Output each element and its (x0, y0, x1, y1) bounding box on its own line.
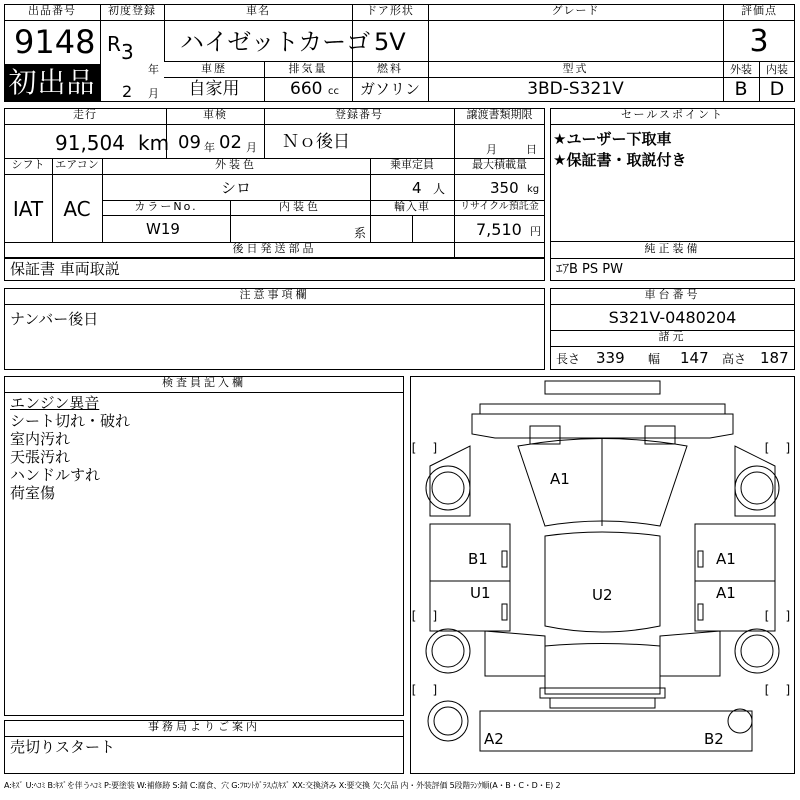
mileage-value: 91,504 (55, 131, 125, 155)
first-reg-label: 初度登録 (100, 4, 164, 21)
interior-grade: D (769, 78, 785, 100)
mark-floor: U2 (592, 586, 613, 604)
fuel-label: 燃料 (377, 62, 403, 75)
fuel-value: ガソリン (359, 80, 420, 98)
equipment-label: 純正装備 (550, 242, 795, 259)
model-code-value: 3BD-S321V (527, 79, 624, 99)
model-code-label: 型式 (562, 62, 589, 75)
capacity-label: 乗車定員 (370, 158, 454, 175)
exterior-grade: B (734, 78, 748, 100)
bracket-left-low: [ ] (410, 683, 439, 697)
inspector-line-1: エンジン異音 (10, 394, 100, 412)
inspection-year-unit: 年 (204, 141, 215, 154)
door-label: ドア形状 (352, 4, 428, 21)
length-label: 長さ (556, 352, 581, 366)
inspection-month: 02 (219, 132, 242, 153)
color-no-value: W19 (146, 220, 180, 238)
exterior-label: 外装 (730, 63, 752, 76)
grade-label: グレード (428, 4, 723, 21)
score-label: 評価点 (723, 4, 795, 21)
inspection-month-unit: 月 (246, 141, 257, 154)
lot-number: 9148 (14, 23, 96, 61)
recycle-unit: 円 (530, 225, 541, 238)
chassis-label: 車台番号 (550, 288, 795, 305)
displacement-value: 660 (290, 79, 323, 99)
recycle-value: 7,510 (476, 220, 522, 239)
sales-points-box (550, 108, 795, 242)
notes-value: ナンバー後日 (10, 310, 99, 328)
ac-label: エアコン (52, 158, 102, 175)
bracket-right-mid: [ ] (763, 609, 792, 623)
inspector-label: 検査員記入欄 (4, 376, 404, 393)
year-unit: 年 (148, 63, 159, 76)
office-value: 売切りスタート (10, 738, 116, 756)
bracket-right-top: [ ] (763, 441, 792, 455)
mark-right-front-door: A1 (716, 550, 736, 568)
displacement-label: 排気量 (288, 62, 328, 75)
max-load-unit: kg (527, 184, 540, 195)
import-label: 輸入車 (370, 200, 454, 216)
max-load-value: 350 (490, 179, 519, 197)
inspector-line-5: ハンドルすれ (10, 466, 101, 484)
width-label: 幅 (648, 352, 661, 366)
car-name: ハイゼットカーゴ (180, 28, 371, 56)
plate-value: Ｎｏ後日 (282, 132, 350, 152)
mileage-unit: km (138, 131, 170, 155)
mark-left-rear-door: U1 (470, 584, 491, 602)
mark-roof: A1 (550, 470, 570, 488)
car-diagram (410, 376, 795, 774)
door-value: 5V (374, 28, 406, 56)
bracket-left-mid: [ ] (410, 609, 439, 623)
first-reg-month: 2 (122, 82, 133, 101)
mark-right-rear-door: A1 (716, 584, 736, 602)
first-listing-badge: 初出品 (4, 64, 100, 102)
first-reg-year: 3 (121, 40, 134, 64)
ac-value: AC (63, 197, 91, 221)
displacement-unit: cc (328, 86, 339, 97)
recycle-label: リサイクル預託金 (454, 200, 545, 216)
capacity-unit: 人 (433, 182, 446, 196)
int-color-label: 内装色 (230, 200, 370, 216)
car-name-label: 車名 (164, 4, 352, 21)
transfer-month-unit: 月 (486, 143, 497, 156)
mark-rear-left: A2 (484, 730, 504, 748)
later-parts-label: 後日発送部品 (4, 242, 545, 259)
shift-label: シフト (4, 158, 52, 175)
bracket-right-low: [ ] (763, 683, 792, 697)
width-value: 147 (680, 349, 709, 367)
shift-value: IAT (12, 197, 44, 221)
notes-label: 注意事項欄 (4, 288, 545, 305)
capacity-value: 4 (412, 179, 422, 197)
sales-points-label: セールスポイント (550, 108, 795, 125)
inspector-line-6: 荷室傷 (10, 484, 56, 502)
color-no-label: カラーNo. (102, 200, 230, 216)
plate-label: 登録番号 (264, 108, 454, 125)
mark-rear-right: B2 (704, 730, 724, 748)
sales-point-2: ★保証書・取説付き (553, 151, 687, 169)
transfer-day-unit: 日 (526, 143, 537, 156)
inspection-year: 09 (178, 132, 201, 153)
height-label: 高さ (722, 352, 747, 366)
length-value: 339 (596, 349, 625, 367)
sales-point-1: ★ユーザー下取車 (553, 130, 672, 148)
equipment-value: ｴｱB PS PW (556, 262, 623, 277)
inspection-label: 車検 (166, 108, 264, 125)
legend: A:ｷｽﾞ U:ﾍｺﾐ B:ｷｽﾞを伴うﾍｺﾐ P:要塗装 W:補修跡 S:錆 C:腐食、穴 G:ﾌﾛﾝﾄｶﾞﾗｽ点ｷｽﾞ XX:交換済み X:要交換 欠:欠品 内・外装評価 5段階ﾗﾝｸ順(A・B・C・D・E) 2 (4, 781, 561, 790)
inspector-line-4: 天張汚れ (10, 448, 71, 466)
height-value: 187 (760, 349, 789, 367)
int-color-unit: 系 (354, 226, 367, 240)
ext-color-label: 外装色 (102, 158, 370, 175)
bracket-left-top: [ ] (410, 441, 439, 455)
inspector-line-3: 室内汚れ (10, 430, 71, 448)
history-label: 車歴 (201, 62, 227, 75)
mileage-label: 走行 (4, 108, 166, 125)
lot-number-label: 出品番号 (4, 4, 100, 21)
interior-label: 内装 (766, 63, 788, 76)
dims-label: 諸元 (550, 330, 795, 347)
office-label: 事務局よりご案内 (4, 720, 404, 737)
transfer-label: 譲渡書類期限 (454, 108, 545, 125)
chassis-value: S321V-0480204 (608, 308, 737, 327)
max-load-label: 最大積載量 (454, 158, 545, 175)
mark-left-front-door: B1 (468, 550, 488, 568)
inspector-line-2: シート切れ・破れ (10, 412, 131, 430)
ext-color-value: シロ (220, 179, 251, 197)
later-parts-value: 保証書 車両取説 (10, 260, 120, 278)
history-value: 自家用 (188, 79, 240, 99)
first-reg-era: R (107, 32, 121, 56)
month-unit: 月 (148, 87, 159, 100)
score-value: 3 (749, 24, 769, 59)
